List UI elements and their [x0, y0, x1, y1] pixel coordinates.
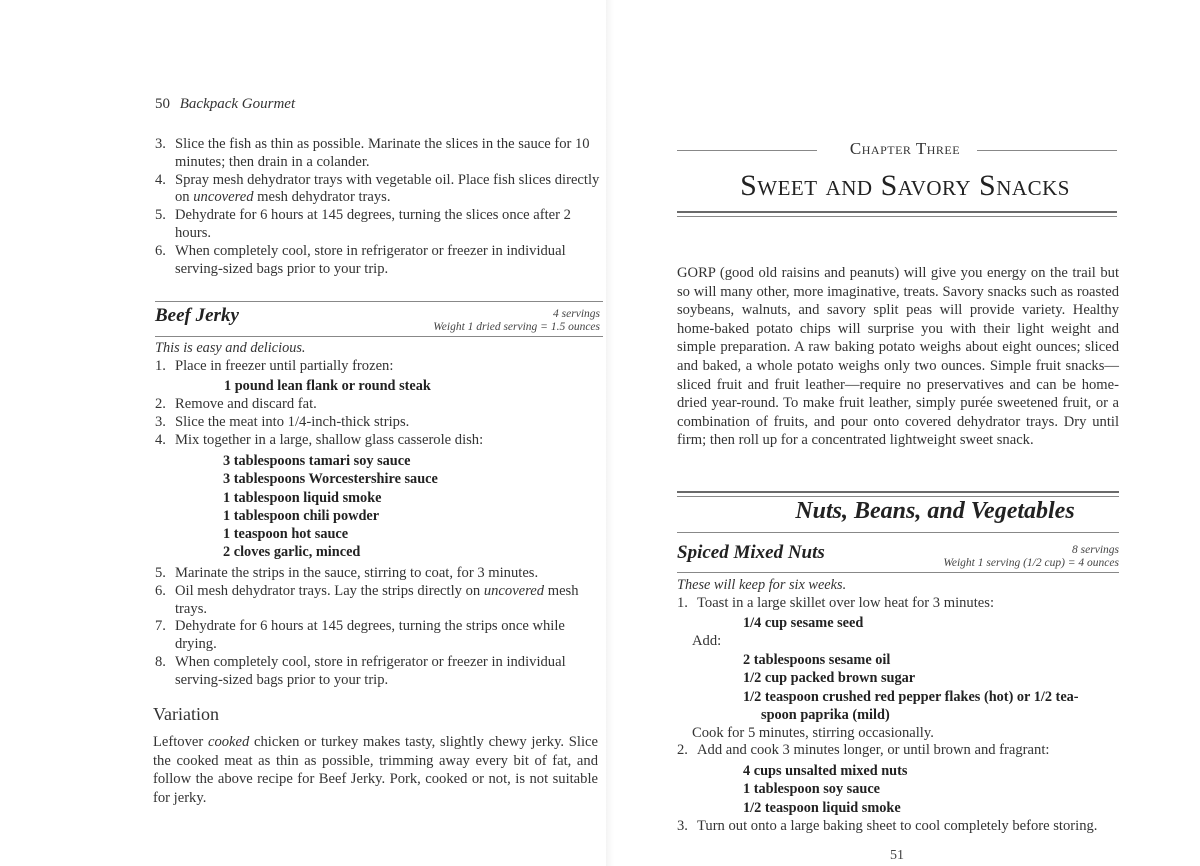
ingredient-line: 1 pound lean flank or round steak — [224, 378, 431, 394]
chapter-title-rule-thin — [677, 216, 1117, 217]
jerky-step-3: 3. Slice the meat into 1/4-inch-thick strips. — [155, 413, 410, 430]
ingredient-line: 1 tablespoon liquid smoke — [223, 489, 382, 506]
ingredient-line: 3 tablespoons tamari soy sauce — [223, 453, 411, 469]
section-heading: Nuts, Beans, and Vegetables — [795, 498, 1075, 524]
ingredient-line: 1/2 teaspoon liquid smoke — [743, 799, 901, 816]
marinade-ingredients — [223, 452, 438, 562]
ingredient-line: 1/4 cup sesame seed — [743, 615, 864, 631]
recipe-intro: This is easy and delicious. — [155, 340, 306, 356]
recipe-yield — [400, 308, 600, 334]
ingredient-line: 1 tablespoon chili powder — [223, 507, 380, 524]
jerky-step-1: 1. Place in freezer until partially frozen: — [155, 358, 394, 374]
fish-step-4: 4. Spray mesh dehydrator trays with vegetable oil. Place fish slices directly on uncovered mesh dehydrator trays. — [155, 171, 600, 206]
page-number: 51 — [890, 848, 904, 863]
ingredient-line: 1/2 cup packed brown sugar — [743, 670, 916, 687]
ingredient-line: 2 tablespoons sesame oil — [743, 652, 891, 668]
chapter-label: Chapter Three — [849, 139, 961, 158]
jerky-step-2: 2. Remove and discard fat. — [155, 396, 317, 412]
jerky-step-4: 4. Mix together in a large, shallow glass casserole dish: — [155, 431, 484, 448]
add-ingredients — [743, 651, 1079, 724]
ingredient-line: 1/2 teaspoon crushed red pepper flakes (hot) or 1/2 tea- — [743, 688, 1079, 705]
section-rule-thin — [677, 496, 1119, 497]
ingredient-line: 1 teaspoon hot sauce — [223, 526, 349, 543]
fish-step-6: 6. When completely cool, store in refrigerator or freezer in individual serving-sized bags prior to your trip. — [155, 242, 566, 277]
fish-step-3: 3. Slice the fish as thin as possible. Marinate the slices in the sauce for 10 minutes; then drain in a colander. — [155, 136, 590, 170]
chapter-rule-right — [977, 150, 1117, 151]
ingredient-line: 1 tablespoon soy sauce — [743, 781, 881, 798]
recipe-underline — [677, 572, 1119, 573]
step2-ingredients — [743, 762, 907, 817]
ingredient-line: 4 cups unsalted mixed nuts — [743, 763, 908, 779]
recipe-underline — [155, 336, 603, 337]
variation-paragraph: Leftover cooked chicken or turkey makes tasty, slightly chewy jerky. Slice the cooked meat as thin as possible, trimming away every bit of fat, and follow the above recipe for Beef Jerky. Pork, cooked or not, is not suitable for jerky. — [153, 734, 598, 806]
jerky-step-7: 7. Dehydrate for 6 hours at 145 degrees, turning the strips once while drying. — [155, 618, 565, 653]
ingredient-line: 2 cloves garlic, minced — [223, 544, 361, 561]
ingredient-line: 3 tablespoons Worcestershire sauce — [223, 471, 438, 488]
jerky-step-6: 6. Oil mesh dehydrator trays. Lay the strips directly on uncovered mesh trays. — [155, 582, 579, 617]
section-rule — [677, 491, 1119, 493]
recipe-intro: These will keep for six weeks. — [677, 577, 847, 593]
servings: 8 servings — [1072, 544, 1119, 556]
chapter-title: Sweet and Savory Snacks — [740, 169, 1070, 202]
chapter-title-rule — [677, 211, 1117, 213]
jerky-steps-5-8 — [155, 565, 603, 690]
nuts-step-1: 1. Toast in a large skillet over low heat for 3 minutes: — [677, 595, 994, 611]
serving-weight: Weight 1 dried serving = 1.5 ounces — [433, 321, 600, 333]
page-number: 50 — [155, 96, 170, 112]
jerky-step-8: 8. When completely cool, store in refrigerator or freezer in individual serving-sized bags prior to your trip. — [155, 653, 566, 688]
recipe-title: Beef Jerky — [155, 305, 239, 326]
book-title: Backpack Gourmet — [179, 96, 296, 112]
recipe-title: Spiced Mixed Nuts — [677, 542, 825, 563]
recipe-rule — [677, 532, 1119, 533]
fish-step-5: 5. Dehydrate for 6 hours at 145 degrees, turning the slices once after 2 hours. — [155, 207, 571, 241]
recipe-rule — [155, 301, 603, 302]
chapter-intro-paragraph: GORP (good old raisins and peanuts) will give you energy on the trail but so will many other, more imaginative, treats. Savory snacks such as roasted soybeans, walnuts, and savory split peas will provide variety. Healthy home-baked potato chips will surprise you with their light weight and simple preparation. A raw baking potato weighs about eight ounces; sliced and baked, a whole potato weighs only two ounces. Simple fruit snacks—sliced fruit and fruit leather—require no preservatives and can be home-dried year-round. To make fruit leather, simply purée sweetened fruit, or a combination of fruits, and pour onto covered dehydrator trays. Dry until firm; then roll up for a concentrated lightweight sweet snack. — [677, 265, 1119, 449]
fish-steps — [155, 136, 603, 278]
ingredient-line: spoon paprika (mild) — [761, 706, 890, 723]
serving-weight: Weight 1 serving (1/2 cup) = 4 ounces — [943, 557, 1119, 569]
nuts-step-2: 2. Add and cook 3 minutes longer, or until brown and fragrant: — [677, 742, 1050, 758]
recipe-yield — [910, 544, 1119, 570]
nuts-step-3: 3. Turn out onto a large baking sheet to cool completely before storing. — [677, 818, 1098, 834]
cook-note: Cook for 5 minutes, stirring occasionally. — [692, 725, 934, 741]
jerky-steps-2-4 — [155, 396, 603, 449]
right-page — [610, 0, 1200, 866]
variation-heading: Variation — [153, 704, 219, 724]
running-head — [155, 96, 295, 113]
add-label: Add: — [692, 633, 722, 649]
jerky-step-5: 5. Marinate the strips in the sauce, stirring to coat, for 3 minutes. — [155, 565, 539, 581]
servings: 4 servings — [553, 308, 600, 320]
